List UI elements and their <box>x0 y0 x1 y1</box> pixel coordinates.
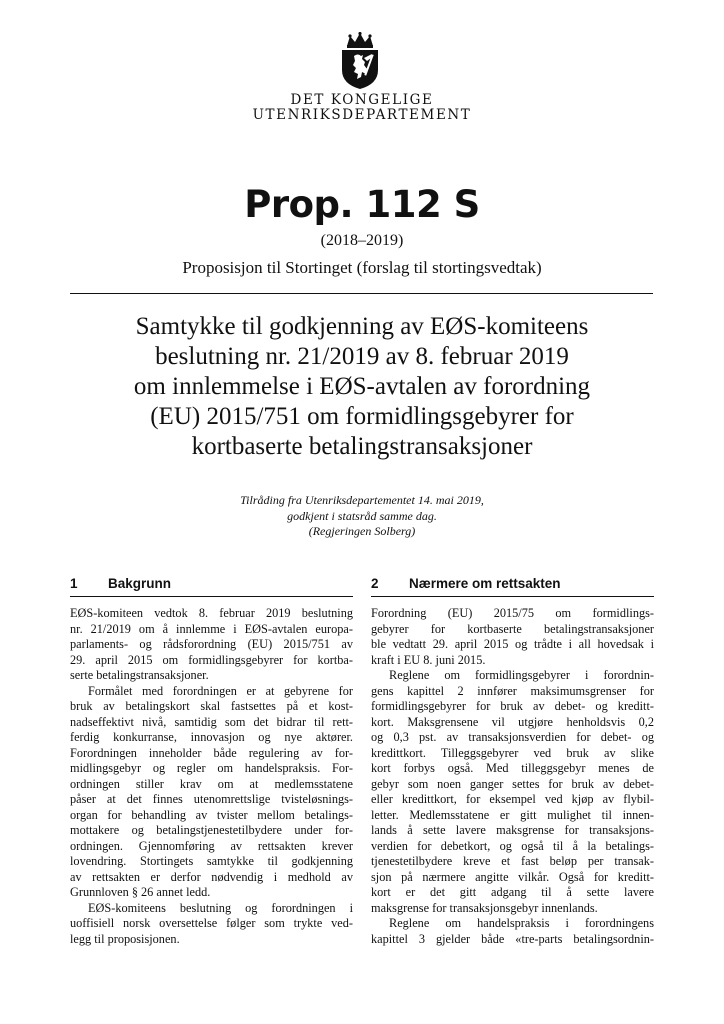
text-line: lands å sette lavere maksgrense for transaksjons- <box>371 823 654 837</box>
text-line: Formålet med forordningen er at gebyrene for <box>88 683 353 698</box>
text-line: kapittel 3 gjelder både «tre-parts betalingsordnin- <box>371 931 654 946</box>
text-line: EØS-komiteens beslutning og forordningen i <box>88 900 353 915</box>
section-number: 1 <box>70 576 78 591</box>
main-title-line: Samtykke til godkjenning av EØS-komiteens <box>135 313 589 340</box>
recommendation-line: godkjent i statsråd samme dag. <box>287 508 437 523</box>
recommendation-line: Tilråding fra Utenriksdepartementet 14. mai 2019, <box>240 493 484 507</box>
section-number: 2 <box>371 576 379 591</box>
section-body <box>371 606 654 947</box>
proposition-type: Proposisjon til Stortinget (forslag til stortingsvedtak) <box>182 258 542 277</box>
section-title: Nærmere om rettsakten <box>409 576 561 591</box>
text-line: organ for behandling av tvister mellom betalings- <box>70 807 353 822</box>
text-line: serte betalingstransaksjoner. <box>70 668 209 682</box>
recommendation-line: (Regjeringen Solberg) <box>308 524 416 538</box>
text-line: Grunnloven § 26 annet ledd. <box>70 885 211 899</box>
text-line: ordningen stiller krav om at medlemsstatene <box>70 776 353 791</box>
text-line: Forordningen inneholder både regulering av for- <box>70 745 353 760</box>
text-line: av rettsakten er derfor nødvendig i medhold av <box>70 869 353 884</box>
section-heading <box>70 576 353 597</box>
main-title-line: kortbaserte betalingstransaksjoner <box>191 433 533 460</box>
text-line: tjenestetilbydere kreve et fast beløp per transak- <box>371 854 654 868</box>
header-divider <box>70 293 653 294</box>
text-line: maksgrense for transaksjonsgebyr innenlands. <box>371 900 598 915</box>
text-line: og 0,3 pst. av transaksjonsverdien for debet- og <box>371 730 654 744</box>
text-line: nadseffektivt nivå, samtidig som det bidrar til rett- <box>70 714 353 729</box>
session-years: (2018–2019) <box>320 232 404 249</box>
text-line: Forordning (EU) 2015/75 om formidlings- <box>371 606 654 620</box>
section-title: Bakgrunn <box>108 576 172 591</box>
text-line: gebyrer for kortbaserte betalingstransaksjoner <box>371 621 654 636</box>
text-line: mottakere og betalingstjenestetilbydere under for- <box>70 823 353 837</box>
text-line: formidlingsgebyrer for bruk av debet- og kreditt- <box>371 699 654 713</box>
section-naermere-om-rettsakten <box>371 576 654 947</box>
text-line: parlaments- og rådsforordning (EU) 2015/751 av <box>70 637 353 651</box>
text-line: kort. Maksgrensene vil utgjøre henholdsvis 0,2 <box>371 714 654 729</box>
text-line: legg til proposisjonen. <box>70 931 180 946</box>
text-line: bruk av betalingskort skal fastsettes på et kost- <box>70 699 353 713</box>
text-line: eller kredittkort, for eksempel ved kjøp av flybil- <box>371 792 654 806</box>
text-line: nr. 21/2019 om å innlemme i EØS-avtalen europa- <box>70 621 353 636</box>
text-line: 29. april 2015 om formidlingsgebyrer for kortba- <box>70 652 353 667</box>
text-line: ordningen. Gjennomføring av rettsakten krever <box>70 838 353 853</box>
main-title-line: om innlemmelse i EØS-avtalen av forordning <box>133 373 591 400</box>
text-line: kraft i EU 8. juni 2015. <box>371 652 486 667</box>
department-name-line1: DET KONGELIGE <box>290 92 434 108</box>
main-title <box>0 312 724 462</box>
section-body <box>70 606 353 947</box>
recommendation-block <box>0 493 724 540</box>
text-line: uoffisiell norsk oversettelse følger som trykte ved- <box>70 916 353 930</box>
text-line: ferdig konkurranse, innovasjon og nye aktører. <box>70 730 353 744</box>
proposition-title: Prop. 112 S <box>244 183 480 226</box>
text-line: gens kapittel 2 innfører maksimumsgrenser for <box>371 683 654 698</box>
main-title-line: beslutning nr. 21/2019 av 8. februar 2019 <box>155 343 569 370</box>
main-title-line: (EU) 2015/751 om formidlingsgebyrer for <box>150 403 574 430</box>
text-line: ble vedtatt 29. april 2015 og trådte i all hovedsak i <box>371 637 654 651</box>
norwegian-coat-of-arms-icon <box>336 32 384 90</box>
text-line: kort forbys også. Med tilleggsgebyr menes de <box>371 761 654 775</box>
text-line: kredittkort. Tilleggsgebyrer ved bruk av slike <box>371 745 654 760</box>
text-line: EØS-komiteen vedtok 8. februar 2019 beslutning <box>70 606 353 620</box>
text-line: Reglene om handelspraksis i forordningens <box>389 916 654 930</box>
text-line: letter. Medlemsstatene er gitt mulighet til innen- <box>371 807 654 822</box>
text-line: sjon på nærmere angitte vilkår. Også for kreditt- <box>371 869 654 884</box>
text-line: verdien for debetkort, og også til å la betalings- <box>371 838 654 853</box>
section-heading <box>371 576 654 597</box>
text-line: gebyr som noen ganger settes for bruk av debet- <box>371 776 654 791</box>
text-line: midlingsgebyr og regler om handelspraksis. For- <box>70 761 353 775</box>
text-line: lovendring. Stortingets samtykke til godkjenning <box>70 854 353 868</box>
section-bakgrunn <box>70 576 353 947</box>
text-line: kort er det gitt adgang til å sette lavere <box>371 885 654 899</box>
text-line: Reglene om formidlingsgebyrer i forordnin- <box>389 668 654 682</box>
text-line: påser at det finnes utenomrettslige tvisteløsnings- <box>70 792 353 806</box>
department-name-line2: UTENRIKSDEPARTEMENT <box>252 107 472 123</box>
